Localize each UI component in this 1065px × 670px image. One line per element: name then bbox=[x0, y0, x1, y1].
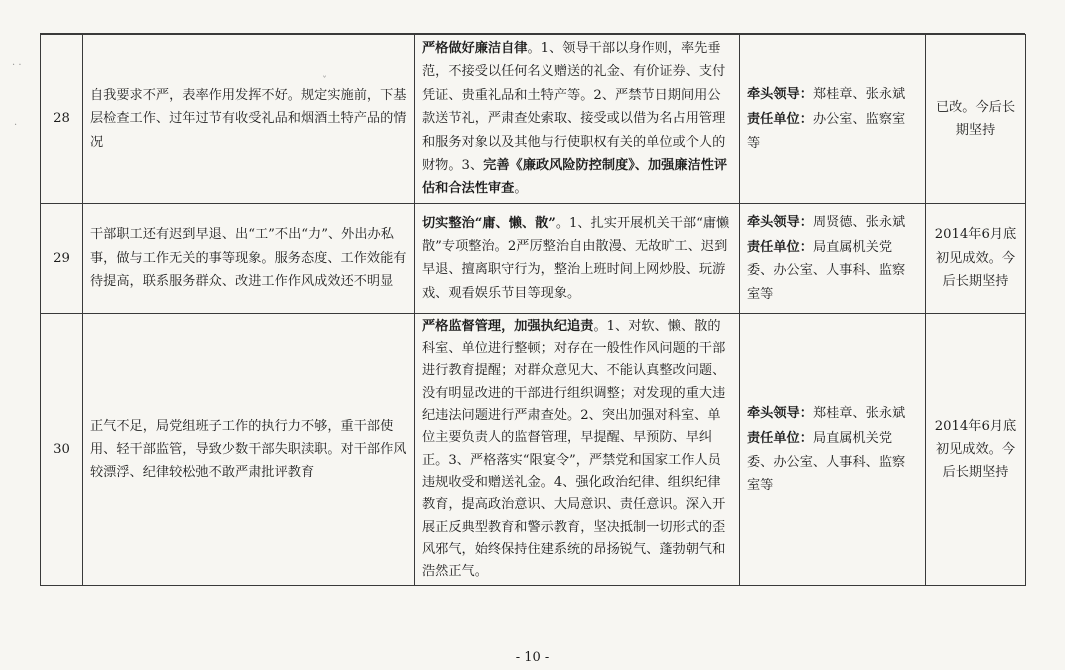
page-number: - 10 - bbox=[515, 650, 550, 665]
rectification-table bbox=[40, 34, 1026, 586]
measure-text: 。1、对软、懒、散的科室、单位进行整顿；对存在一般性作风问题的干部进行教育提醒；对群众意见大、不能认真整改问题、没有明显改进的干部进行组织调整；对发现的重大违纪违法问题进行严肃查处。2、突出加强对科室、单位主要负责人的监督管理，早提醒、早预防、早纠正。3、严格落实“限宴令”，严禁党和国家工作人员违规收受和赠送礼金。4、强化政治纪律、组织纪律教育，提高政治意识、大局意识、责任意识。深入开展正反典型教育和警示教育，坚决抵制一切形式的歪风邪气，始终保持住建系统的昂扬锐气、蓬勃朝气和浩然正气。 bbox=[422, 318, 726, 580]
responsibility-cell bbox=[740, 313, 926, 586]
measure-heading: 切实整治“庸、懒、散” bbox=[422, 215, 556, 231]
measure-heading: 严格监督管理，加强执纪追责 bbox=[422, 318, 594, 334]
completion-status: 已改。今后长期坚持 bbox=[926, 35, 1026, 204]
rectification-measure bbox=[415, 313, 740, 586]
scan-speck: · · bbox=[12, 60, 22, 71]
measure-heading: 严格做好廉洁自律 bbox=[422, 41, 528, 56]
unit-label: 责任单位： bbox=[747, 112, 813, 128]
lead-label: 牵头领导： bbox=[747, 86, 813, 102]
responsible-unit bbox=[747, 108, 918, 155]
row-number: 30 bbox=[41, 313, 83, 586]
measure-heading-2: 完善《廉政风险防控制度》、加强廉洁性评估和合法性审查 bbox=[422, 158, 728, 197]
completion-status: 2014年6月底初见成效。今后长期坚持 bbox=[926, 313, 1026, 586]
lead-label: 牵头领导： bbox=[747, 214, 813, 230]
measure-text: 。1、领导干部以身作则，率先垂范，不接受以任何名义赠送的礼金、有价证券、支付凭证、贵重礼品和土特产等。2、严禁节日期间用公款送节礼，严肃查处索取、接受或以借为名占用管理和服务对象以及其他与行使职权有关的单位或个人的财物。3、 bbox=[422, 41, 726, 174]
lead-value: 郑桂章、张永斌 bbox=[812, 405, 906, 421]
lead-label: 牵头领导： bbox=[747, 405, 813, 421]
measure-tail: 。 bbox=[514, 181, 528, 197]
responsible-unit bbox=[747, 236, 918, 306]
row-number: 29 bbox=[41, 203, 83, 313]
rectification-measure bbox=[415, 203, 740, 313]
table-row bbox=[41, 313, 1026, 586]
table-row bbox=[41, 35, 1026, 204]
lead-value: 郑桂章、张永斌 bbox=[812, 86, 906, 102]
measure-text: 。1、扎实开展机关干部“庸懒散”专项整治。2严厉整治自由散漫、无故旷工、迟到早退、擅离职守行为，整治上班时间上网炒股、玩游戏、观看娱乐节目等现象。 bbox=[422, 215, 730, 301]
issue-description: 干部职工还有迟到早退、出“工”不出“力”、外出办私事，做与工作无关的事等现象。服务态度、工作效能有待提高，联系服务群众、改进工作作风成效还不明显 bbox=[83, 203, 415, 313]
lead-leader bbox=[747, 211, 918, 234]
issue-description: 正气不足，局党组班子工作的执行力不够，重干部使用、轻干部监管，导致少数干部失职渎职。对干部作风较漂浮、纪律较松弛不敢严肃批评教育 bbox=[83, 313, 415, 586]
responsibility-cell bbox=[740, 203, 926, 313]
row-number: 28 bbox=[41, 35, 83, 204]
responsibility-cell bbox=[740, 35, 926, 204]
issue-description: 自我要求不严，表率作用发挥不好。规定实施前，下基层检查工作、过年过节有收受礼品和烟酒土特产品的情况 bbox=[83, 35, 415, 204]
completion-status: 2014年6月底初见成效。今后长期坚持 bbox=[926, 203, 1026, 313]
rectification-measure bbox=[415, 35, 740, 204]
lead-value: 周贤德、张永斌 bbox=[812, 214, 906, 230]
scan-speck: · bbox=[14, 120, 18, 131]
table-row bbox=[41, 203, 1026, 313]
unit-label: 责任单位： bbox=[747, 431, 813, 447]
unit-value: 局直属机关党委、办公室、人事科、监察室等 bbox=[747, 239, 906, 302]
lead-leader bbox=[747, 83, 918, 106]
lead-leader bbox=[747, 402, 918, 425]
unit-label: 责任单位： bbox=[747, 239, 813, 255]
responsible-unit bbox=[747, 427, 918, 497]
unit-value: 办公室、监察室等 bbox=[747, 112, 906, 151]
scan-speck: ˇ bbox=[322, 76, 327, 87]
unit-value: 局直属机关党委、办公室、人事科、监察室等 bbox=[747, 431, 906, 494]
